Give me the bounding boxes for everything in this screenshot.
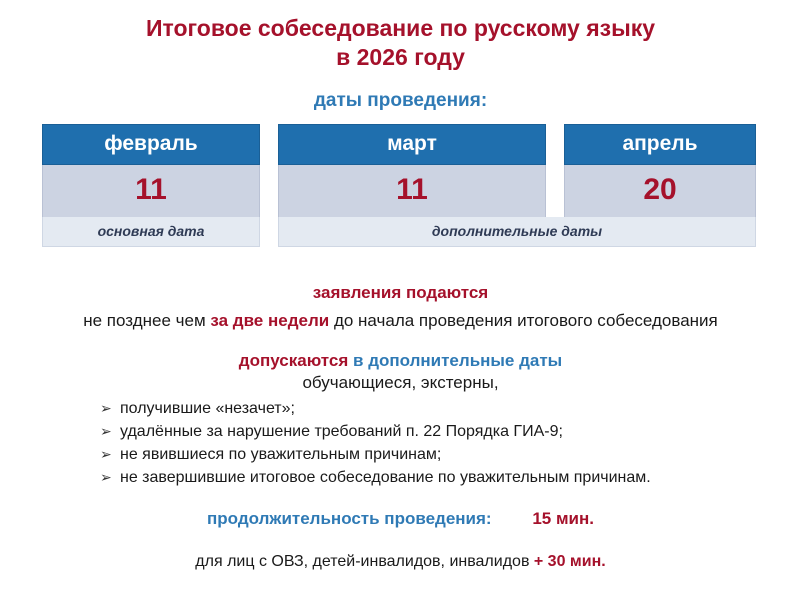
list-item-label: удалённые за нарушение требований п. 22 Порядка ГИА-9; xyxy=(120,423,563,440)
applications-text-after: до начала проведения итогового собеседования xyxy=(333,311,718,330)
month-day-march: 11 xyxy=(278,165,546,217)
applications-text xyxy=(18,311,783,331)
allowed-list xyxy=(18,397,783,489)
bullet-arrow-icon: ➢ xyxy=(100,446,112,462)
applications-block xyxy=(0,283,801,331)
list-item xyxy=(100,397,783,420)
allowed-subjects: обучающиеся, экстерны, xyxy=(302,373,499,392)
page-title-line1: Итоговое собеседование по русскому языку xyxy=(145,15,656,41)
ovz-row xyxy=(0,553,801,571)
list-item-label: не явившиеся по уважительным причинам; xyxy=(120,446,442,463)
page-title-line2: в 2026 году xyxy=(336,44,465,70)
duration-value: 15 мин. xyxy=(532,509,594,528)
duration-row xyxy=(0,509,801,529)
bullet-arrow-icon: ➢ xyxy=(100,423,112,439)
applications-heading: заявления подаются xyxy=(312,283,489,302)
bullet-arrow-icon: ➢ xyxy=(100,469,112,485)
months-table xyxy=(0,124,801,217)
month-name-march: март xyxy=(278,124,546,165)
ovz-extra-time: + 30 мин. xyxy=(533,553,606,570)
month-column-april xyxy=(564,124,756,217)
allowed-word-in: в xyxy=(353,351,364,370)
ovz-text: для лиц с ОВЗ, детей-инвалидов, инвалидов xyxy=(195,553,530,570)
allowed-heading xyxy=(18,351,783,371)
spacer-after-table xyxy=(0,247,801,261)
month-day-february: 11 xyxy=(42,165,260,217)
list-item xyxy=(100,443,783,466)
allowed-word-extra-dates: дополнительные даты xyxy=(368,351,563,370)
bullet-arrow-icon: ➢ xyxy=(100,400,112,416)
months-footer-row xyxy=(0,217,801,247)
footer-extra-dates: дополнительные даты xyxy=(278,217,756,247)
list-item-label: не завершившие итоговое собеседование по уважительным причинам. xyxy=(120,469,651,486)
list-item xyxy=(100,466,783,489)
dates-section-label: даты проведения: xyxy=(313,90,488,111)
list-item xyxy=(100,420,783,443)
list-item-label: получившие «незачет»; xyxy=(120,400,295,417)
page-title xyxy=(0,0,801,72)
month-column-march xyxy=(278,124,546,217)
allowed-block xyxy=(0,351,801,489)
month-day-april: 20 xyxy=(564,165,756,217)
month-name-february: февраль xyxy=(42,124,260,165)
applications-text-before: не позднее чем xyxy=(83,311,206,330)
month-column-february xyxy=(42,124,260,217)
duration-label: продолжительность проведения: xyxy=(207,509,492,528)
applications-highlight: за две недели xyxy=(210,311,330,330)
month-name-april: апрель xyxy=(564,124,756,165)
footer-basic-date: основная дата xyxy=(42,217,260,247)
allowed-word-allowed: допускаются xyxy=(238,351,349,370)
